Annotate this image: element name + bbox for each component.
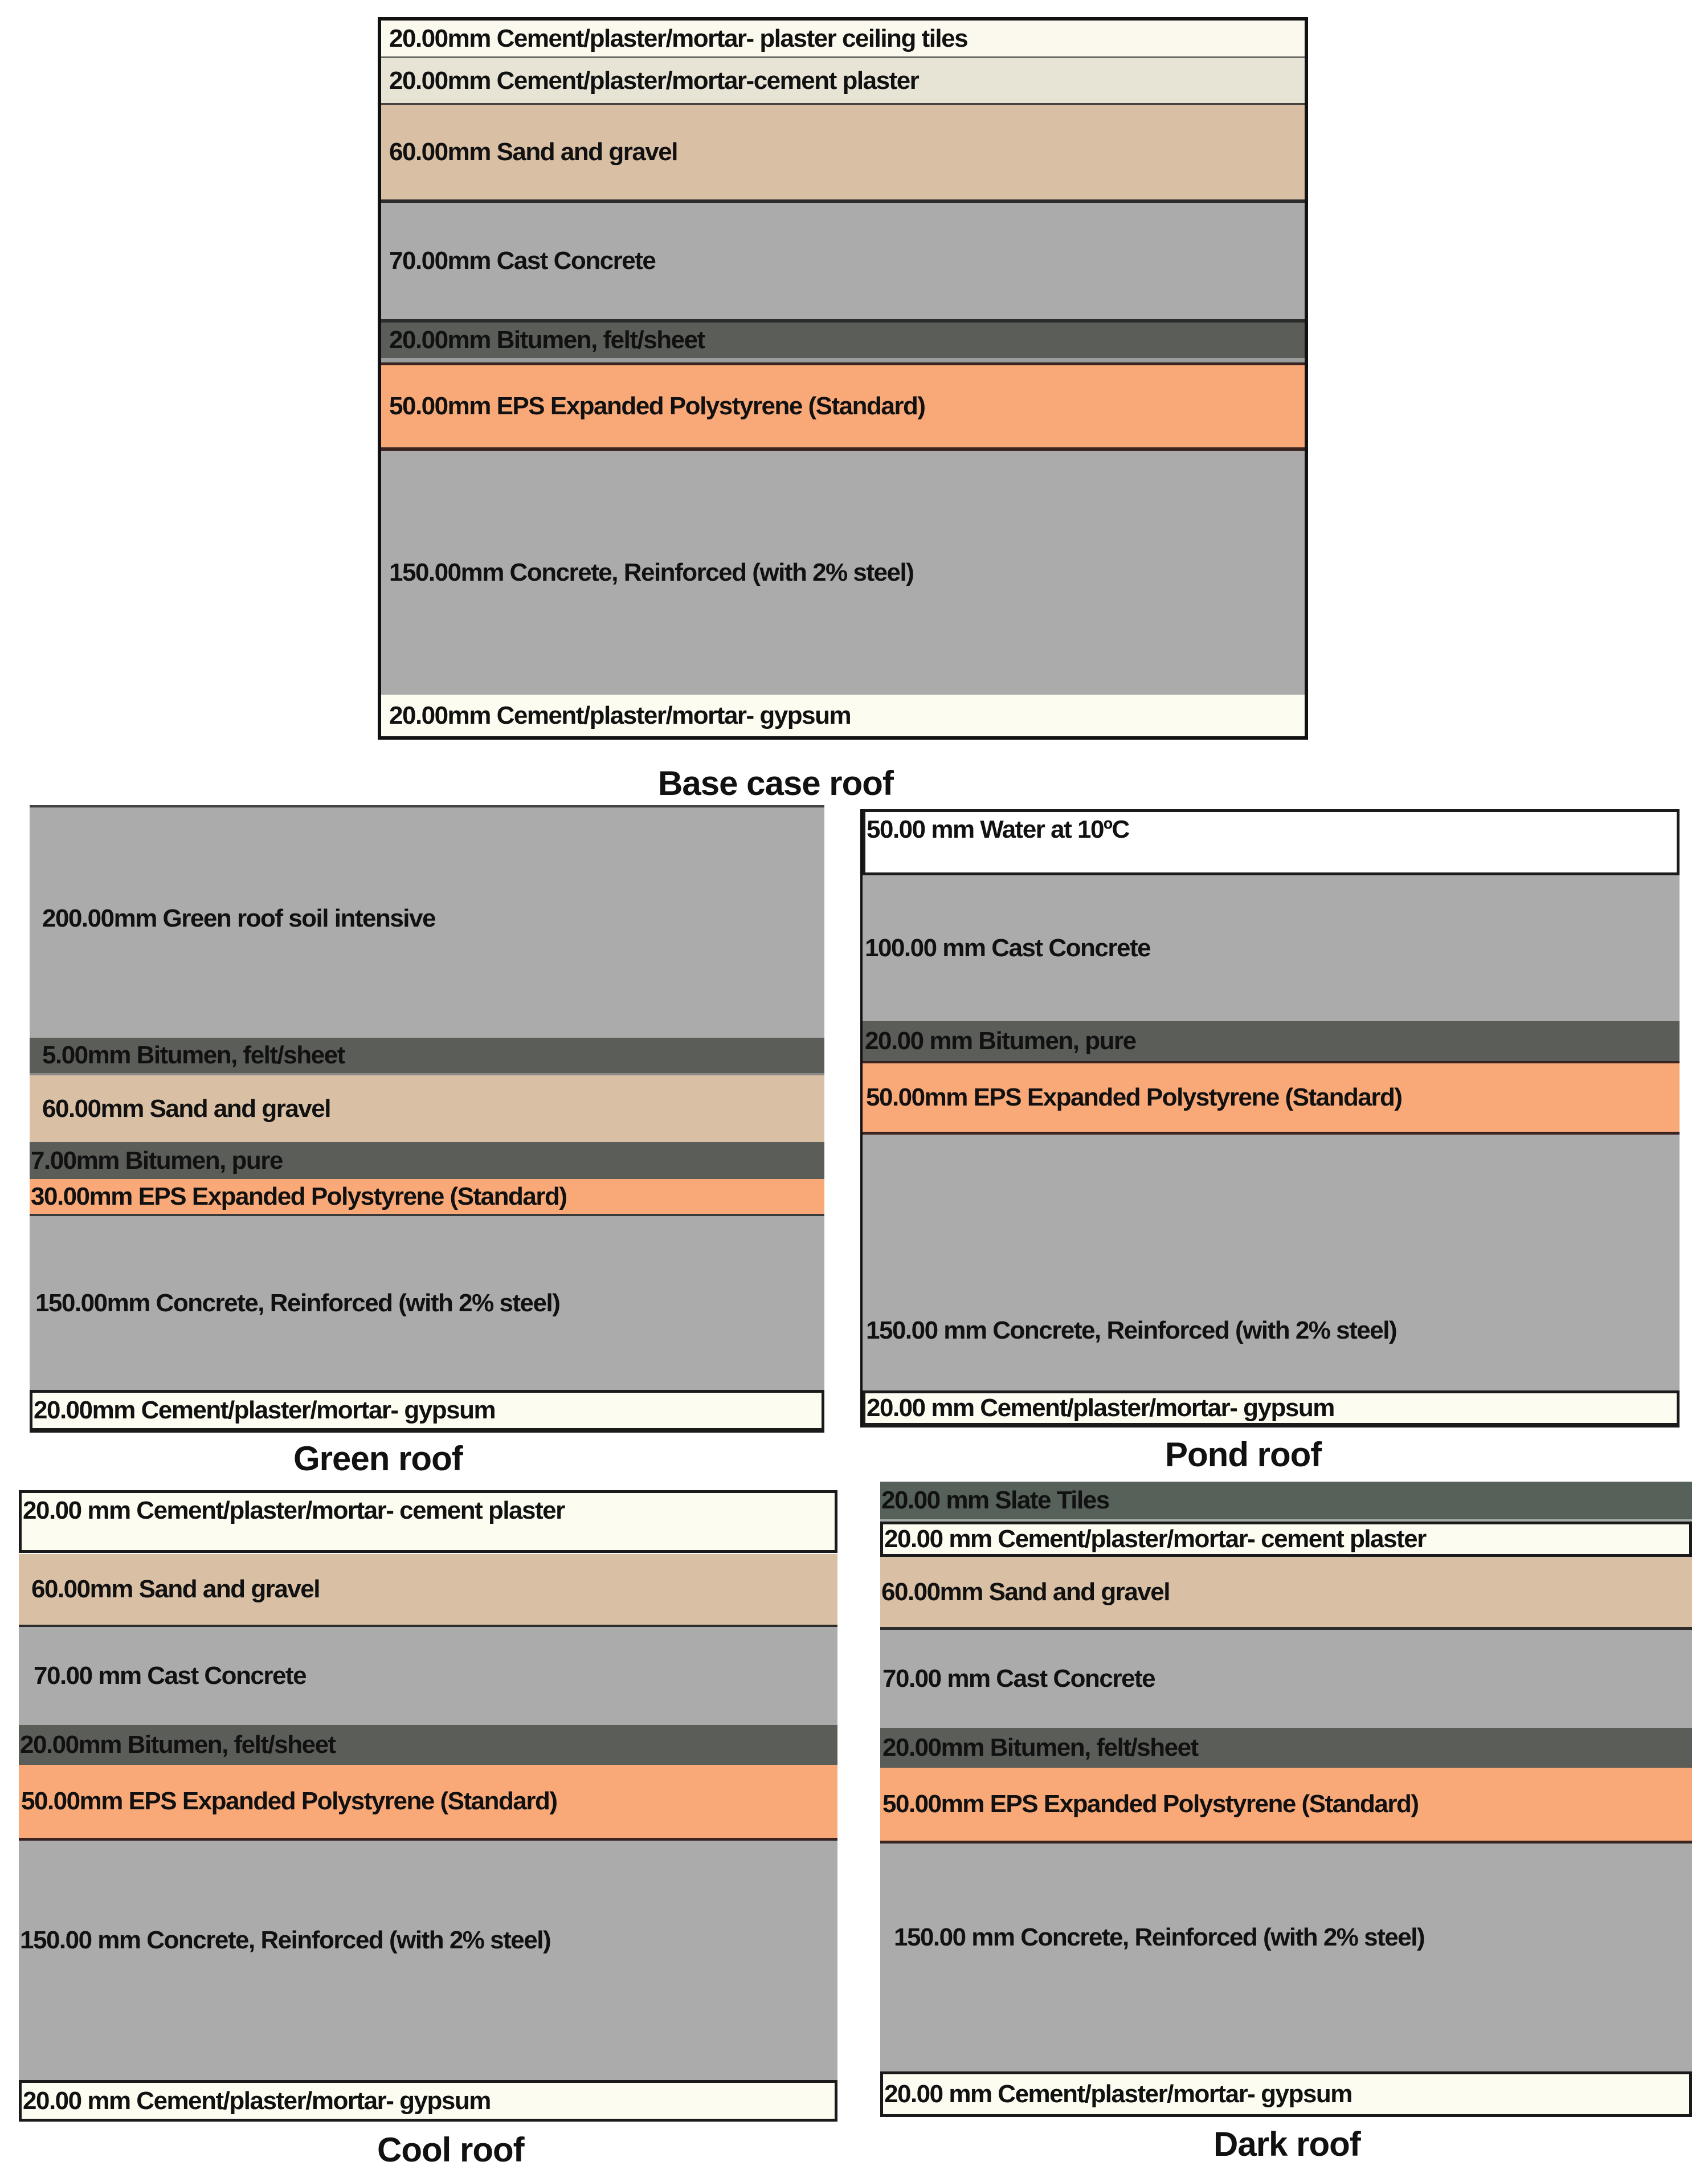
layer-bitumen-pure: [863, 1021, 1680, 1063]
layer-label: 20.00mm Bitumen, felt/sheet: [389, 326, 705, 354]
layer-label: 150.00 mm Concrete, Reinforced (with 2% steel): [866, 1316, 1397, 1344]
layer-sand-gravel: [880, 1557, 1692, 1630]
layer-label: 20.00 mm Cement/plaster/mortar- gypsum: [884, 2080, 1352, 2108]
layer-sand-gravel: [30, 1075, 824, 1142]
layer-gypsum: [381, 695, 1305, 736]
layer-label: 60.00mm Sand and gravel: [31, 1575, 320, 1603]
layer-reinforced-concrete: [30, 1216, 824, 1390]
layer-cast-concrete: [880, 1630, 1692, 1728]
base-case-roof-diagram: [378, 17, 1308, 740]
layer-plaster-ceiling-tiles: [381, 21, 1305, 58]
layer-label: 70.00 mm Cast Concrete: [882, 1665, 1155, 1692]
layer-gypsum: [19, 2080, 837, 2122]
layer-label: 60.00mm Sand and gravel: [42, 1094, 330, 1123]
layer-label: 50.00mm EPS Expanded Polystyrene (Standard): [866, 1083, 1402, 1111]
layer-label: 70.00mm Cast Concrete: [389, 247, 656, 275]
layer-label: 50.00 mm Water at 10ºC: [867, 815, 1129, 843]
layer-label: 150.00 mm Concrete, Reinforced (with 2% steel): [894, 1923, 1425, 1951]
layer-label: 20.00 mm Slate Tiles: [881, 1486, 1109, 1514]
layer-gypsum: [863, 1390, 1680, 1428]
cool-roof-diagram: [19, 1490, 837, 2122]
layer-sand-gravel: [19, 1554, 837, 1627]
layer-eps-insulation: [863, 1063, 1680, 1135]
layer-cast-concrete: [381, 203, 1305, 323]
layer-label: 20.00mm Cement/plaster/mortar-cement plaster: [389, 66, 919, 95]
layer-eps-insulation: [30, 1179, 824, 1216]
layer-gypsum: [30, 1390, 824, 1433]
layer-reinforced-concrete: [19, 1841, 837, 2080]
layer-label: 50.00mm EPS Expanded Polystyrene (Standard): [21, 1787, 557, 1815]
layer-label: 20.00 mm Cement/plaster/mortar- cement plaster: [884, 1525, 1426, 1553]
layer-label: 20.00 mm Cement/plaster/mortar- gypsum: [867, 1394, 1334, 1422]
layer-label: 70.00 mm Cast Concrete: [34, 1662, 307, 1690]
layer-bitumen-felt: [381, 323, 1305, 362]
pond-roof-title: Pond roof: [1165, 1435, 1322, 1474]
layer-green-roof-soil: [30, 807, 824, 1038]
layer-reinforced-concrete: [863, 1135, 1680, 1390]
layer-cast-concrete: [19, 1627, 837, 1725]
layer-bitumen-pure: [30, 1142, 824, 1179]
layer-label: 60.00mm Sand and gravel: [881, 1577, 1170, 1606]
pond-roof-diagram: [860, 809, 1680, 1428]
layer-water: [863, 809, 1680, 875]
layer-eps-insulation: [19, 1765, 837, 1841]
layer-label: 5.00mm Bitumen, felt/sheet: [42, 1041, 345, 1069]
layer-eps-insulation: [880, 1768, 1692, 1844]
layer-label: 20.00mm Bitumen, felt/sheet: [20, 1731, 336, 1759]
layer-reinforced-concrete: [880, 1844, 1692, 2071]
layer-label: 60.00mm Sand and gravel: [389, 138, 677, 166]
layer-cast-concrete: [863, 875, 1680, 1021]
layer-label: 20.00 mm Cement/plaster/mortar- gypsum: [23, 2086, 491, 2115]
layer-reinforced-concrete: [381, 451, 1305, 695]
cool-roof-title: Cool roof: [377, 2131, 524, 2169]
base-case-roof-title: Base case roof: [658, 764, 893, 802]
layer-label: 100.00 mm Cast Concrete: [865, 934, 1151, 962]
layer-bitumen-felt: [19, 1725, 837, 1765]
dark-roof-title: Dark roof: [1213, 2125, 1360, 2163]
layer-label: 7.00mm Bitumen, pure: [31, 1146, 283, 1174]
layer-eps-insulation: [381, 362, 1305, 451]
layer-cement-plaster: [880, 1522, 1692, 1557]
layer-label: 150.00 mm Concrete, Reinforced (with 2% steel): [20, 1926, 551, 1954]
layer-bitumen-felt: [880, 1728, 1692, 1768]
layer-label: 50.00mm EPS Expanded Polystyrene (Standard): [882, 1790, 1419, 1818]
layer-gypsum: [880, 2071, 1692, 2117]
layer-label: 200.00mm Green roof soil intensive: [42, 904, 435, 932]
layer-cement-plaster: [19, 1490, 837, 1553]
layer-label: 50.00mm EPS Expanded Polystyrene (Standard): [389, 392, 925, 420]
layer-label: 20.00mm Cement/plaster/mortar- gypsum: [34, 1396, 496, 1424]
layer-label: 20.00mm Bitumen, felt/sheet: [882, 1734, 1198, 1761]
layer-bitumen-felt: [30, 1038, 824, 1075]
layer-slate-tiles: [880, 1482, 1692, 1522]
layer-label: 30.00mm EPS Expanded Polystyrene (Standard): [31, 1182, 567, 1210]
layer-label: 20.00mm Cement/plaster/mortar- plaster ceiling tiles: [389, 24, 968, 52]
layer-label: 150.00mm Concrete, Reinforced (with 2% steel): [35, 1288, 560, 1317]
dark-roof-diagram: [880, 1482, 1692, 2117]
layer-sand-gravel: [381, 105, 1305, 203]
layer-label: 150.00mm Concrete, Reinforced (with 2% steel): [389, 558, 914, 586]
layer-label: 20.00 mm Bitumen, pure: [865, 1027, 1136, 1055]
green-roof-title: Green roof: [293, 1439, 463, 1478]
layer-label: 20.00 mm Cement/plaster/mortar- cement plaster: [23, 1496, 565, 1524]
layer-label: 20.00mm Cement/plaster/mortar- gypsum: [389, 701, 851, 729]
green-roof-diagram: [30, 805, 824, 1430]
layer-cement-plaster: [381, 58, 1305, 105]
